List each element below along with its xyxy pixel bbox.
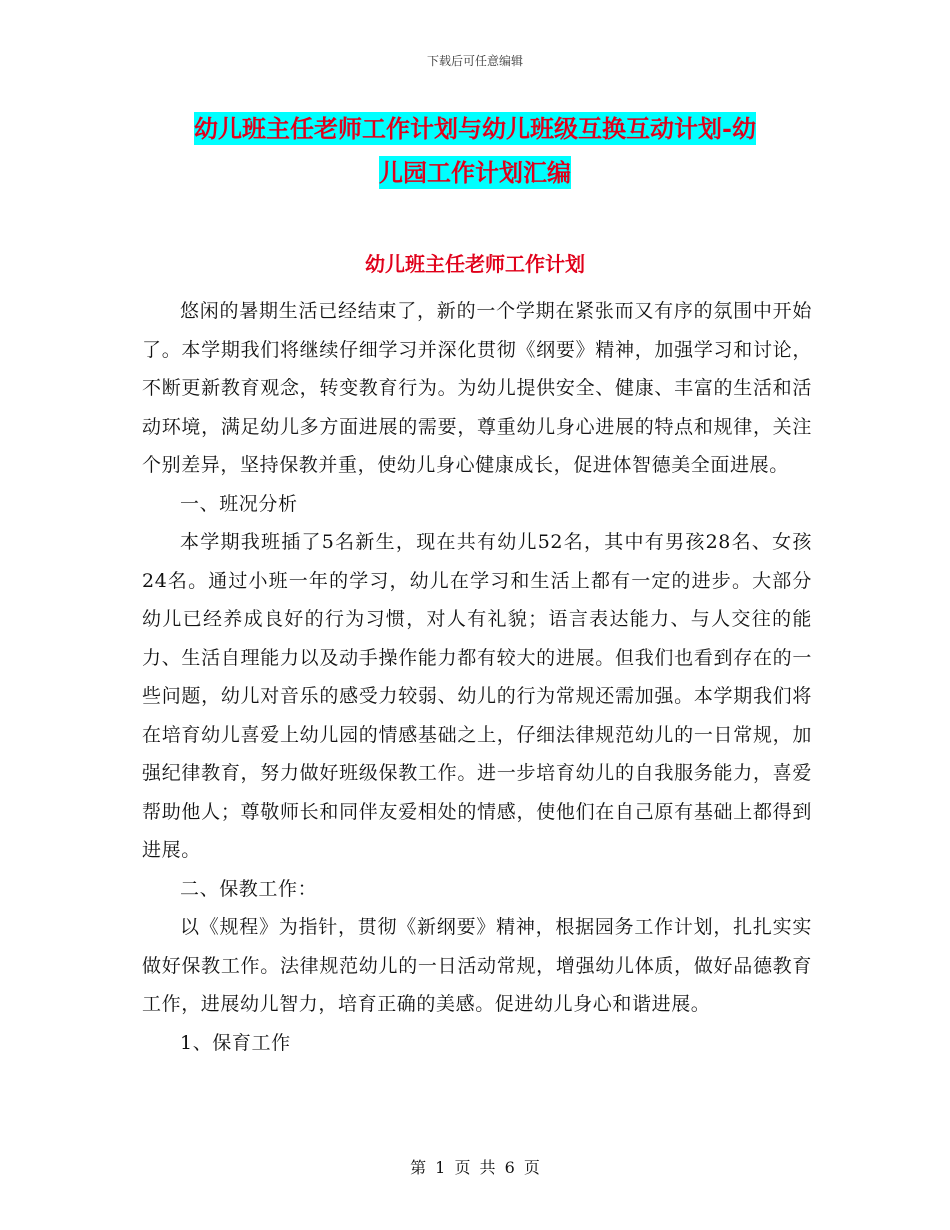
heading-care-education: 二、保教工作：: [180, 877, 318, 900]
intro-paragraph: 悠闲的暑期生活已经结束了，新的一个学期在紧张而又有序的氛围中开始了。本学期我们将继续仔细学习并深化贯彻《纲要》精神，加强学习和讨论，不断更新教育观念，转变教育行为。为幼儿提供安全、健康、丰富的生活和活动环境，满足幼儿多方面进展的需要，尊重幼儿身心进展的特点和规律，关注个别差异，坚持保教并重，使幼儿身心健康成长，促进体智德美全面进展。: [142, 300, 812, 476]
heading-nursing-work: 1、保育工作: [180, 1031, 291, 1054]
heading-class-analysis: 一、班况分析: [180, 492, 298, 515]
header-note: 下载后可任意编辑: [426, 54, 523, 68]
section-title: 幼儿班主任老师工作计划: [365, 252, 585, 276]
class-analysis-paragraph: 本学期我班插了5名新生，现在共有幼儿52名，其中有男孩28名、女孩24名。通过小班一年的学习，幼儿在学习和生活上都有一定的进步。大部分幼儿已经养成良好的行为习惯，对人有礼貌；语言表达能力、与人交往的能力、生活自理能力以及动手操作能力都有较大的进展。但我们也看到存在的一些问题，幼儿对音乐的感受力较弱、幼儿的行为常规还需加强。本学期我们将在培育幼儿喜爱上幼儿园的情感基础之上，仔细法律规范幼儿的一日常规，加强纪律教育，努力做好班级保教工作。进一步培育幼儿的自我服务能力，喜爱帮助他人；尊敬师长和同伴友爱相处的情感，使他们在自己原有基础上都得到进展。: [142, 531, 812, 861]
page-footer: 第 1 页 共 6 页: [410, 1158, 540, 1177]
title-highlight-2: 儿园工作计划汇编: [379, 158, 571, 187]
document-title-line-2: [0, 156, 950, 190]
document-body: [142, 292, 812, 1062]
document-title-line-1: [0, 112, 950, 146]
title-highlight-1: 幼儿班主任老师工作计划与幼儿班级互换互动计划-幼: [194, 114, 756, 143]
care-education-paragraph: 以《规程》为指针，贯彻《新纲要》精神，根据园务工作计划，扎扎实实做好保教工作。法律规范幼儿的一日活动常规，增强幼儿体质，做好品德教育工作，进展幼儿智力，培育正确的美感。促进幼儿身心和谐进展。: [142, 916, 812, 1015]
